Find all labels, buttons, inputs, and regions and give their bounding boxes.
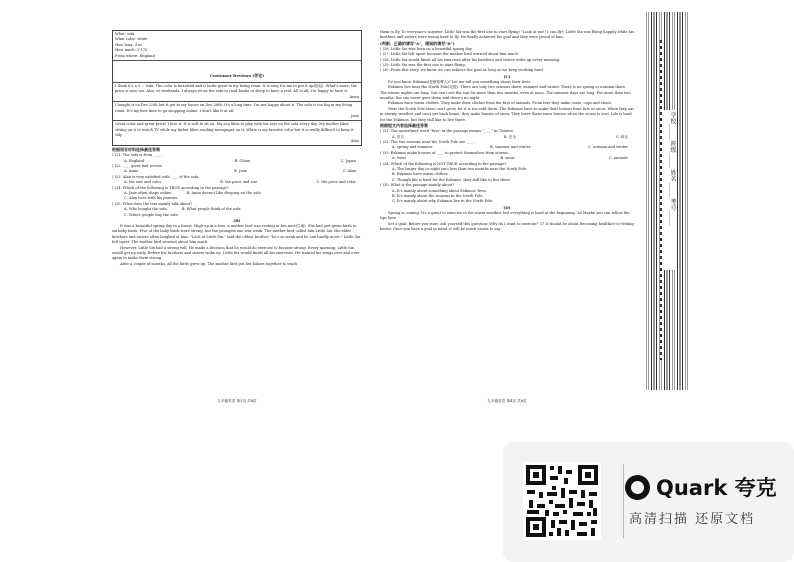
question-block <box>380 140 634 151</box>
question-block <box>112 164 362 175</box>
quark-scan-badge[interactable] <box>503 442 794 562</box>
question-stem: ( )32. The two seasons near the North Pole are ____. <box>380 139 475 144</box>
qr-code-graphic <box>523 462 601 540</box>
passage-paragraph: Eskimos have warm clothes. They make their clothes from the furs of animals. From furs they make coats, caps and shoes. <box>388 101 613 106</box>
question-block <box>380 183 634 205</box>
quark-logo-hole <box>631 481 644 494</box>
question-block <box>112 186 362 202</box>
option-a: A. the size and color <box>124 180 162 185</box>
option-a: A. England <box>124 158 145 163</box>
judge-item: ( )28. Little Six would finish all his exercises after his brothers and sisters woke up every morning. <box>380 57 561 62</box>
review-row <box>113 121 361 145</box>
passage-paragraph: However, Little Six had a strong will. He made a decision that he would do exercise to become strong. Every morning, Little Six would get up early. Before his brothers and sisters woke up, Little Six would finish all his exercises. He trained his wings over and over again to make them strong. <box>112 245 360 261</box>
question-stem: ( )21. The sofa is from ____. <box>112 153 162 158</box>
judge-item: ( )27. Little Six felt upset because the mother bird worried about him much. <box>380 52 519 57</box>
review-text: I think it's a 5 ☆ sofa. The color is beautiful and it looks great in my living room. It is easy for me to put it up(抬起). What's more, the price is nice too. Also, at weekends, I always sit on the sofa to read books or sleep to have a rest. All in all, I'm happy to have it. <box>115 84 357 94</box>
section-label: (D) <box>503 204 511 210</box>
reviews-title: Customer Reviews (评论) <box>209 73 265 79</box>
option-c: C. autumn and winter <box>588 145 628 150</box>
review-author: Alan <box>350 138 359 143</box>
option-b: B. Jane <box>234 169 248 174</box>
option-b: B. summer and winter <box>490 145 531 150</box>
judge-item: ( )29. Little Six was the first one to start flying. <box>380 63 466 68</box>
review-row <box>113 83 361 102</box>
passage-paragraph: Set a goal. Before you start, ask yourself this question: Why do I want to exercise? 37 It should be about becoming healthier or feeling better. Once you have a goal in mind, it will be much easier to say <box>380 221 634 231</box>
review-row <box>113 102 361 121</box>
passage-paragraph: Eskimos live near the North Pole(北极). There are only two seasons there, summer and winter. There is no spring or autumn there. The winter nights are long. You can't see the sun for more than two months, even at noon. The summer days are long. For more than two months, the sun never goes down and there's no night. <box>380 85 631 101</box>
option-c: C. Though life is hard for the Eskimos, they still like to live there. <box>392 177 512 182</box>
option-c: C. Alan <box>342 169 356 174</box>
question-block <box>380 162 634 184</box>
passage-paragraph: After a couple of months, all the birds grew up. The mother bird got her babies together to teach <box>120 261 298 266</box>
option-b: B. snow <box>500 156 515 161</box>
option-c: C. the price and color <box>316 180 356 185</box>
passage-paragraph: Spring is coming. It's a great to exercise in the warm weather, but everything is hard at the beginning. 36 Maybe you can follow the tips here. <box>380 210 630 221</box>
option-a: A. Anna <box>124 169 139 174</box>
option-b: B. It's mainly about the seasons in the North Pole. <box>392 193 484 198</box>
option-b: B. 皮毛 <box>503 134 517 139</box>
option-b: B. China <box>234 158 251 163</box>
option-a: A. trees <box>392 156 407 161</box>
exam-page-right <box>376 26 638 403</box>
option-a: A. The longer day or night isn't less than two months near the North Pole. <box>392 166 528 171</box>
option-a: A. spring and summer <box>392 145 433 150</box>
product-spec-row <box>113 31 361 61</box>
section-heading: 根据短文内容选择最佳答案 <box>380 123 428 129</box>
option-a: A. 皮衣 <box>392 134 405 139</box>
question-stem: ( )33. Eskimos make houses of ____ to protect themselves from storms. <box>380 150 509 155</box>
option-b: B. What people think of the sofa. <box>181 207 242 212</box>
judge-item: ( )30. From this story, we know we can achieve the goal as long as we keep working hard. <box>380 68 544 73</box>
question-block <box>112 153 362 164</box>
question-stem: ( )34. Which of the following is NOT TRUE according to the passage? <box>380 161 507 166</box>
review-text: Great color and great price! I love it. It is soft to sit on. My son likes to play with his toys on the sofa every day. My mother likes sitting on it to watch TV while my father likes reading newspaper on it. White is my favorite color but it is really difficult to keep it tidy. <box>115 122 354 138</box>
qr-code-icon[interactable] <box>523 462 601 540</box>
page-footer: 九年级英语 第4页 共8页 <box>487 399 527 403</box>
option-c: C. Alan lives with his parents. <box>124 196 179 201</box>
section-label: (B) <box>233 217 241 223</box>
option-b: B. the price and size <box>220 180 258 185</box>
product-spec: How much: ￥170 <box>115 48 148 53</box>
question-stem: ( )24. Which of the following is TRUE according to the passage? <box>112 185 229 190</box>
product-spec: From where: England <box>115 53 155 58</box>
option-a: A. Who bought the sofa. <box>124 207 168 212</box>
quark-logo-icon <box>625 475 650 500</box>
option-a: A. Jane often shops online. <box>124 190 173 195</box>
product-info-box <box>112 30 362 146</box>
option-c: C. It's mainly about why Eskimos live in the North Pole. <box>392 199 494 204</box>
product-spec: What: sofa <box>115 32 135 36</box>
review-author: Jane <box>350 114 359 119</box>
option-c: C. 纸毛 <box>615 134 628 139</box>
product-spec: What color: white <box>115 37 148 42</box>
question-stem: ( )23. Alan is very satisfied with ____ of the sofa. <box>112 174 200 179</box>
judge-instruction: (判断，正确的请写"A"，错误的请写"B") <box>380 40 455 46</box>
quark-brand-name: Quark 夸克 <box>656 476 777 500</box>
question-stem: ( )31. The underlined word "furs" in the passage means "____" in Chinese. <box>380 129 515 134</box>
option-c: C. Japan <box>340 158 356 163</box>
right-content <box>376 26 638 232</box>
student-info-fields: 学校_____ 班级_____ 姓名_____ 考号_____ <box>669 112 676 226</box>
passage-paragraph: them to fly. To everyone's surprise, Little Six was the first one to start flying! "Look at me!! I can fly!" Little Six was flying happily while his brothers and sisters were trying hard to fly. He finally achieved his goal and they were proud of him. <box>380 30 634 40</box>
passage-paragraph: Do you know Eskimos(爱斯基摩人)? Let me tell you something about their lives. <box>388 79 532 84</box>
option-c: C. Where people buy the sofa. <box>124 212 179 217</box>
quark-tagline: 高清扫描 还原文档 <box>629 512 756 527</box>
option-b: B. Anna doesn't like sleeping on the sofa. <box>186 190 262 195</box>
question-stem: ( )22. ____ gives bad review. <box>112 163 163 168</box>
option-b: B. Eskimos have warm clothes. <box>392 172 449 177</box>
passage-paragraph: Near the North Pole trees can't grow, for it is too cold there. The Eskimos have to make their houses from furs or snow. When they eat in stormy weather and can't get back home, they make houses of snow. They leave these snow houses when the storm is over. Life is hard for the Eskimos, but they still like to live there. <box>380 106 634 122</box>
question-block <box>112 175 362 186</box>
passage-paragraph: It was a beautiful spring day in a forest. High up in a tree, a mother bird was resting in her nest(鸟巢). She had just given birth to six baby birds. Five of the baby birds were strong, but the youngest one was weak. The mother bird called him Little Six. His elder brothers and sisters often laughed at him. "Look at Little Six," said the oldest brother, "he's so weak and he can hardly move." Little Six felt upset. The mother bird worried about him much. <box>112 223 361 245</box>
section-a <box>108 146 366 267</box>
question-block <box>380 151 634 162</box>
option-a: A. It's mainly about something about Eskimos' lives. <box>392 188 488 193</box>
question-stem: ( )25. What does the text mainly talk about? <box>112 201 193 206</box>
reviews-title-row <box>113 61 361 83</box>
section-label: (C) <box>503 73 511 79</box>
product-spec: How long: 3 m <box>115 42 142 47</box>
option-c: C. animals <box>608 156 628 161</box>
exam-page-left <box>108 26 366 403</box>
question-block <box>112 202 362 218</box>
review-author: Anna <box>349 94 359 99</box>
question-stem: ( )35. What is the passage mainly about? <box>380 183 455 188</box>
judge-item: ( )26. Little Six was born on a beautiful spring day. <box>380 46 473 51</box>
badge-divider <box>623 464 624 538</box>
review-text: I bought it on Dec.25th but it got to my house on Dec.28th. It's a long time. I'm not happy about it. The sofa is too big in my living room. It's my first time to go shopping online. I don't like it at all. <box>115 103 353 113</box>
page-footer: 九年级英语 第3页 共8页 <box>217 399 257 403</box>
section-heading: 根据语言材料选择最佳答案 <box>112 147 160 153</box>
question-block <box>380 129 634 140</box>
